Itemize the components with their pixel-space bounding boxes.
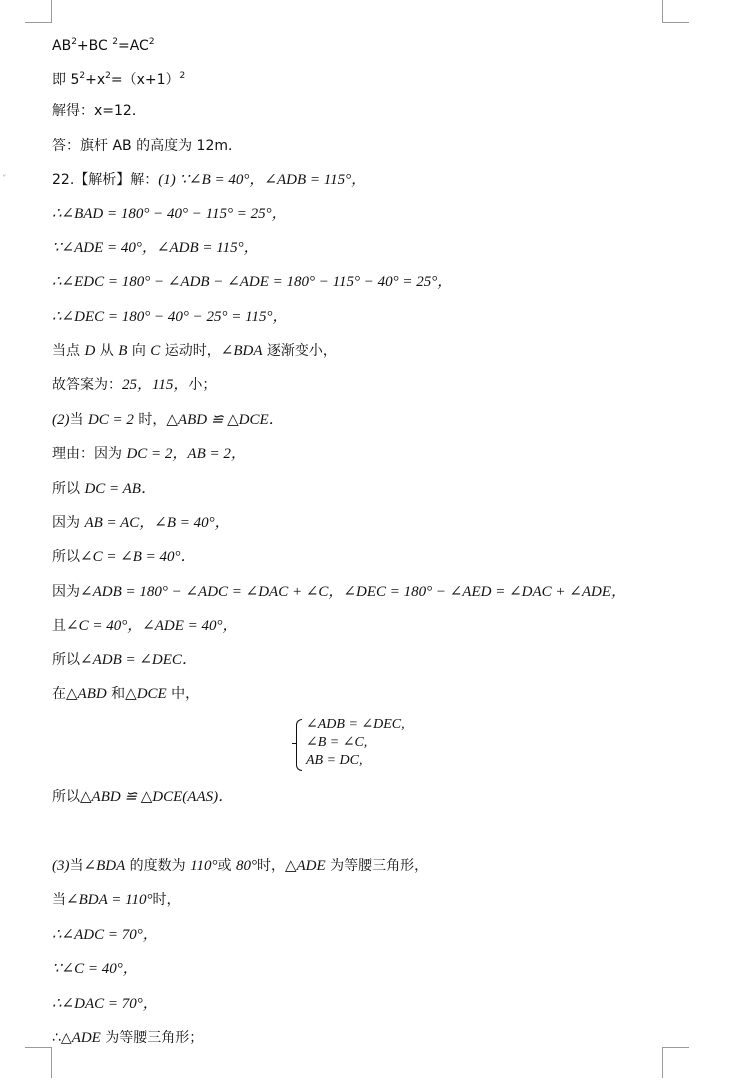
text-line (52, 411, 284, 429)
math-expression: △ADE (284, 858, 326, 874)
crop-mark-bottom-left (25, 1047, 52, 1078)
text-segment: =AC (117, 38, 149, 54)
text-segment: +BC (76, 38, 113, 54)
text-line (52, 308, 287, 326)
math-expression: DC = AB． (84, 481, 156, 497)
math-expression: △ABD ≌ △DCE(AAS)． (80, 789, 234, 805)
text-line (52, 857, 428, 875)
text-line (52, 273, 452, 291)
math-expression: ADE (71, 1030, 101, 1046)
text-segment: 当 (69, 412, 88, 428)
math-expression: ∵∠C = 40°， (52, 961, 138, 977)
text-line (52, 102, 146, 120)
math-expression: ∴∠ADC = 70°， (52, 927, 158, 943)
system-row: AB = DC, (306, 753, 363, 768)
text-line (52, 995, 158, 1013)
superscript: 2 (71, 37, 77, 47)
math-expression: ∠BDA (220, 343, 263, 359)
math-expression: ∴∠BAD = 180° − 40° − 115° = 25°， (52, 206, 287, 222)
math-expression: AB = AC，∠B = 40°， (84, 515, 230, 531)
math-expression: (3) (52, 858, 70, 874)
text-segment: 当 (69, 858, 84, 874)
math-expression: △ABD (66, 686, 107, 702)
text-line (52, 548, 196, 566)
math-expression: 25，115， (122, 377, 189, 393)
superscript: 2 (112, 37, 118, 47)
text-line (52, 651, 197, 669)
math-expression: B (118, 343, 128, 359)
superscript: 2 (179, 71, 186, 81)
math-expression: C (150, 343, 161, 359)
superscript: 2 (148, 37, 155, 47)
text-line (52, 1029, 203, 1047)
math-expression: ∴∠DAC = 70°， (52, 996, 158, 1012)
math-expression: △ABD ≌ △DCE． (166, 412, 284, 428)
math-expression: ∵∠ADE = 40°，∠ADB = 115°， (52, 240, 259, 256)
math-expression: △DCE (125, 686, 167, 702)
text-line (52, 926, 158, 944)
text-segment: 为等腰三角形； (100, 1030, 204, 1046)
math-expression: (1) ∵∠B = 40°，∠ADB = 115°， (158, 172, 367, 188)
text-line (52, 33, 155, 55)
left-brace-icon (296, 719, 302, 771)
math-expression: ∠ADB = 180° − ∠ADC = ∠DAC + ∠C，∠DEC = 180° − ∠AED = ∠DAC + ∠ADE， (80, 584, 626, 600)
math-expression: ∴∠DEC = 180° − 40° − 25° = 115°， (52, 309, 288, 325)
text-line (52, 960, 138, 978)
math-expression: DC = 2 (87, 412, 134, 428)
superscript: 2 (105, 71, 111, 81)
text-line (52, 376, 216, 394)
text-segment: 且 (52, 618, 66, 634)
margin-marker: ˅ (2, 175, 7, 185)
math-expression: ∠BDA (83, 858, 126, 874)
text-segment: 时， (152, 892, 181, 908)
text-line (52, 342, 337, 360)
text-line (52, 171, 366, 189)
math-expression: ∠C = 40°，∠ADE = 40°， (66, 618, 238, 634)
text-line (52, 583, 626, 601)
text-segment: 在 (52, 686, 66, 702)
math-expression: ∠BDA = 110° (66, 892, 153, 908)
text-segment: 中， (166, 686, 200, 702)
superscript: 2 (79, 71, 86, 81)
text-segment: 小； (188, 377, 217, 393)
math-expression: (2) (52, 412, 70, 428)
text-segment: 理由：因为 (52, 446, 127, 462)
text-segment: =（x+1） (110, 72, 180, 88)
text-line (52, 685, 199, 703)
crop-mark-top-right (662, 0, 689, 23)
text-line (52, 617, 238, 635)
text-segment: 22.【解析】解： (52, 172, 159, 188)
text-segment: 从 (95, 343, 119, 359)
text-segment: ∴△ (52, 1030, 72, 1046)
text-segment: 和 (106, 686, 126, 702)
text-line (52, 205, 287, 223)
equation-system (296, 716, 405, 772)
text-segment: 时， (256, 858, 285, 874)
text-segment: 的度数为 (125, 858, 191, 874)
text-segment: 故答案为： (52, 377, 122, 393)
math-expression: D (84, 343, 96, 359)
text-segment: 因为 (52, 515, 85, 531)
text-segment: 当点 (52, 343, 85, 359)
text-line (52, 480, 156, 498)
text-segment: AB (52, 38, 72, 54)
math-expression: ∠ADB = ∠DEC． (80, 652, 197, 668)
text-line (52, 67, 185, 89)
text-line (52, 445, 246, 463)
text-segment: 当 (52, 892, 66, 908)
text-segment: 为等腰三角形， (325, 858, 429, 874)
text-line (52, 891, 180, 909)
math-expression: ∠C = ∠B = 40°． (80, 549, 196, 565)
text-segment: 答：旗杆 AB 的高度为 12m． (52, 138, 242, 154)
text-line (52, 137, 242, 155)
text-segment: 向 (127, 343, 151, 359)
text-segment: 所以 (52, 789, 80, 805)
crop-mark-top-left (25, 0, 52, 23)
text-segment: 所以 (52, 549, 80, 565)
text-segment: 所以 (52, 652, 80, 668)
text-line (52, 788, 233, 806)
math-expression: DC = 2，AB = 2， (126, 446, 246, 462)
math-expression: 80° (235, 858, 257, 874)
text-line (52, 514, 230, 532)
text-segment: 时， (133, 412, 167, 428)
text-segment: 即 5 (52, 72, 80, 88)
text-segment: 逐渐变小， (262, 343, 337, 359)
text-segment: 解得：x=12． (52, 103, 146, 119)
text-segment: 运动时， (160, 343, 221, 359)
math-expression: ∴∠EDC = 180° − ∠ADB − ∠ADE = 180° − 115° − 40° = 25°， (52, 274, 453, 290)
text-line (52, 239, 259, 257)
crop-mark-bottom-right (662, 1047, 689, 1078)
text-segment: 所以 (52, 481, 85, 497)
text-segment: 因为 (52, 584, 80, 600)
math-expression: 110° (190, 858, 218, 874)
text-segment: +x (85, 72, 106, 88)
system-row: ∠B = ∠C, (306, 735, 368, 750)
text-segment: 或 (217, 858, 236, 874)
system-row: ∠ADB = ∠DEC, (306, 717, 405, 732)
